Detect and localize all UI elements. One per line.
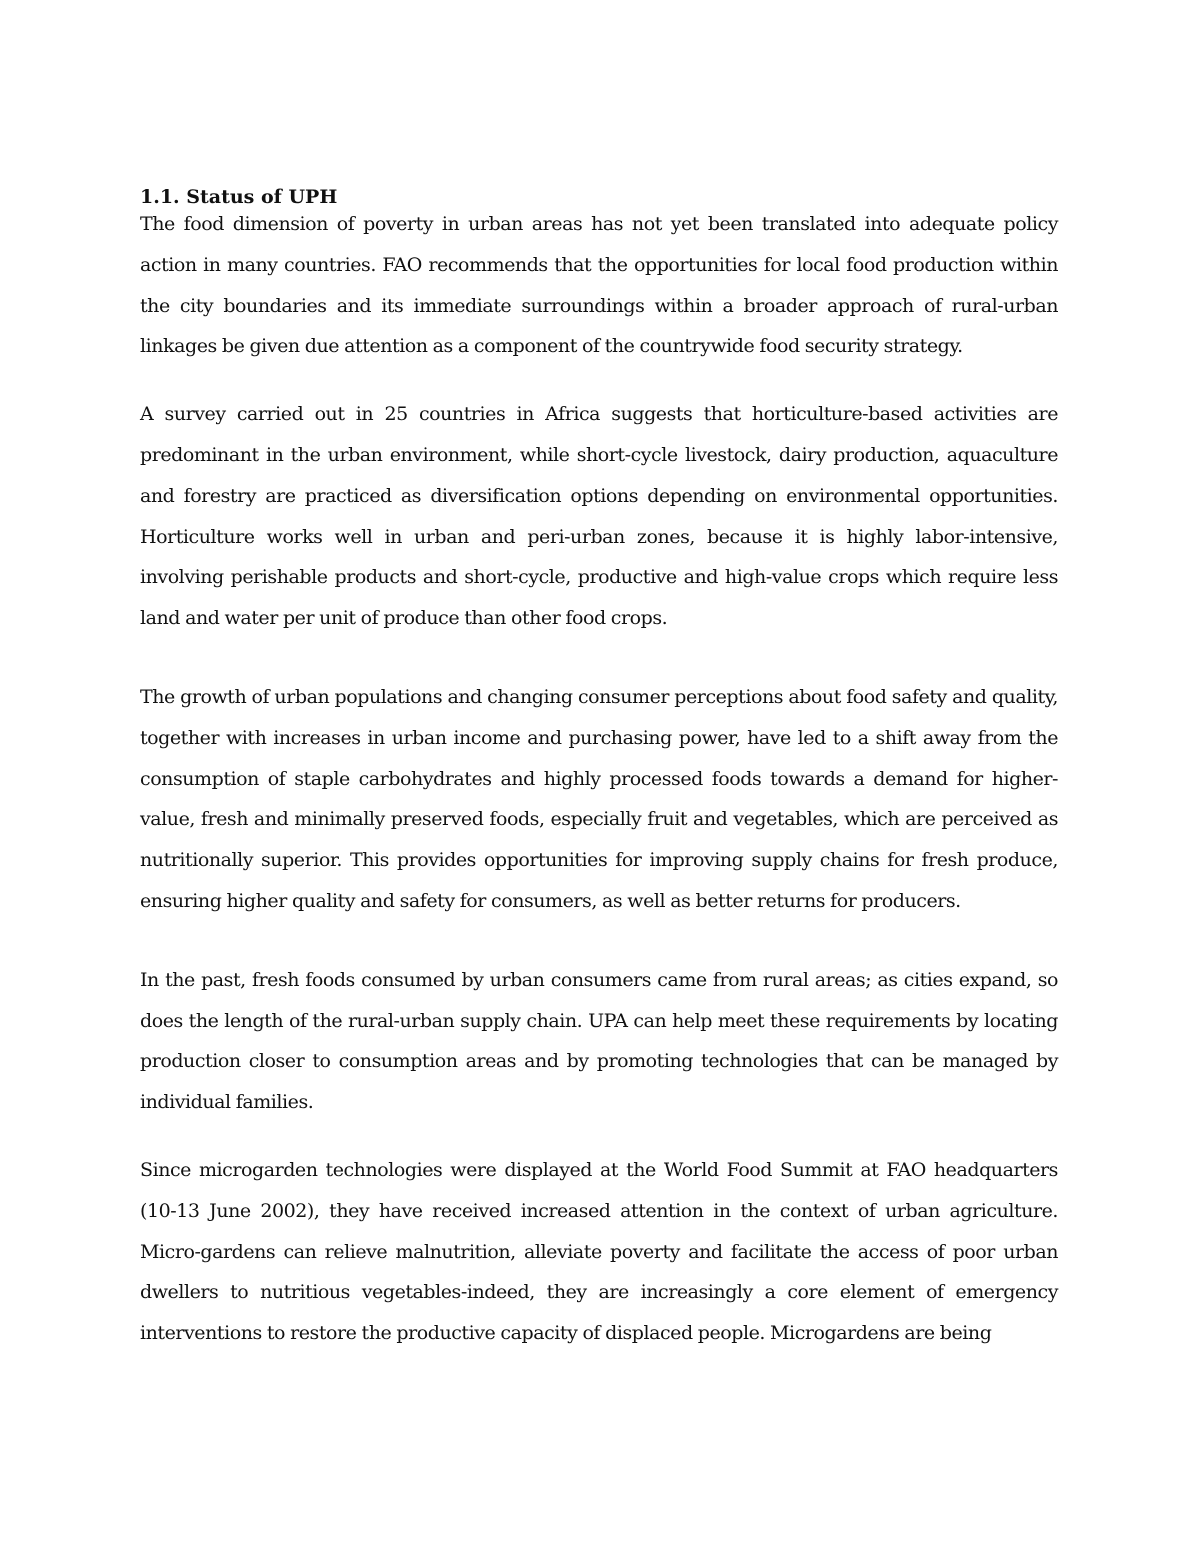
paragraph-supply-chain: In the past, fresh foods consumed by urban consumers came from rural areas; as cities expand, so does the length of the rural-urban supply chain. UPA can help meet these requirements by locating production closer to consumption areas and by promoting technologies that can be managed by individual families. [140, 968, 1058, 1114]
document-body [140, 180, 1058, 1354]
section-heading: 1.1. Status of UPH [140, 186, 338, 208]
paragraph-survey: A survey carried out in 25 countries in Africa suggests that horticulture-based activities are predominant in the urban environment, while short-cycle livestock, dairy production, aquaculture and forestry are practiced as diversification options depending on environmental opportunities. Horticulture works well in urban and peri-urban zones, because it is highly labor-intensive, involving perishable products and short-cycle, productive and high-value crops which require less land and water per unit of produce than other food crops. [140, 403, 1058, 630]
paragraph-urban-growth: The growth of urban populations and changing consumer perceptions about food safety and quality, together with increases in urban income and purchasing power, have led to a shift away from the consumption of staple carbohydrates and highly processed foods towards a demand for higher-value, fresh and minimally preserved foods, especially fruit and vegetables, which are perceived as nutritionally superior. This provides opportunities for improving supply chains for fresh produce, ensuring higher quality and safety for consumers, as well as better returns for producers. [140, 685, 1058, 912]
paragraph-policy: The food dimension of poverty in urban areas has not yet been translated into adequate policy action in many countries. FAO recommends that the opportunities for local food production within the city boundaries and its immediate surroundings within a broader approach of rural-urban linkages be given due attention as a component of the countrywide food security strategy. [140, 213, 1058, 358]
paragraph-microgardens: Since microgarden technologies were displayed at the World Food Summit at FAO headquarters (10-13 June 2002), they have received increased attention in the context of urban agriculture. Micro-gardens can relieve malnutrition, alleviate poverty and facilitate the access of poor urban dwellers to nutritious vegetables-indeed, they are increasingly a core element of emergency interventions to restore the productive capacity of displaced people. Microgardens are being [140, 1158, 1058, 1345]
